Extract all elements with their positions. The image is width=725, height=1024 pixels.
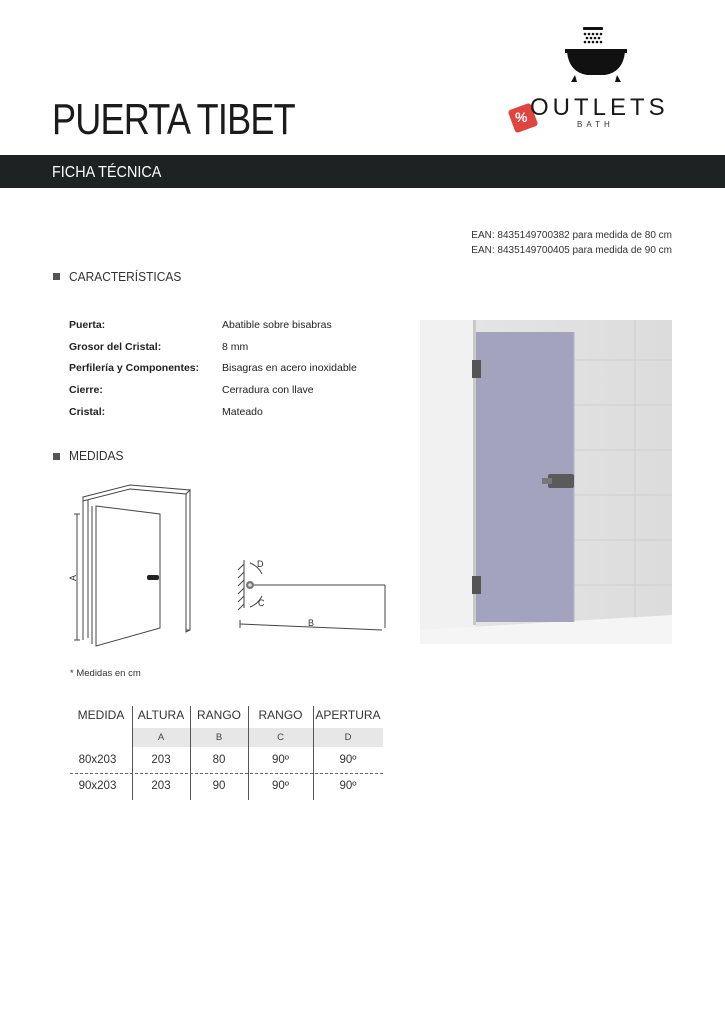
spec-label: Cierre: xyxy=(69,384,103,396)
product-photo xyxy=(420,320,672,644)
table-cell: 203 xyxy=(151,780,171,792)
table-subheader: C xyxy=(277,732,284,743)
logo-word: OUTLETS xyxy=(530,94,669,121)
table-cell: 80 xyxy=(212,754,226,766)
spec-value: 8 mm xyxy=(222,341,249,353)
door-diagram xyxy=(60,480,200,650)
table-subheader: D xyxy=(344,732,352,743)
table-header: ALTURA xyxy=(137,708,185,722)
table-cell: 90º xyxy=(272,780,289,792)
table-cell: 90º xyxy=(339,754,357,766)
table-cell: 90º xyxy=(272,754,289,766)
table-subheader: B xyxy=(215,732,223,743)
spec-value: Mateado xyxy=(222,406,263,418)
row-separator xyxy=(70,773,383,774)
table-cell: 90 xyxy=(212,780,226,792)
spec-label: Grosor del Cristal: xyxy=(69,341,162,353)
section-bullet xyxy=(53,273,60,280)
table-cell: 90º xyxy=(339,780,357,792)
measures-table xyxy=(70,704,385,804)
spec-value: Abatible sobre bisabras xyxy=(222,319,332,331)
spec-label: Cristal: xyxy=(69,406,106,418)
table-header: RANGO xyxy=(196,708,241,722)
dimension-label-a: A xyxy=(68,574,79,582)
features-title: CARACTERÍSTICAS xyxy=(69,269,182,284)
ean-80: EAN: 8435149700382 para medida de 80 cm xyxy=(471,230,672,241)
spec-label: Perfilería y Componentes: xyxy=(69,362,200,374)
table-header: APERTURA xyxy=(315,708,381,722)
spec-value: Cerradura con llave xyxy=(222,384,314,396)
page-title: PUERTA TIBET xyxy=(52,95,295,144)
table-header: RANGO xyxy=(258,708,303,722)
section-bullet xyxy=(53,453,60,460)
spec-label: Puerta: xyxy=(69,319,106,331)
table-cell: 90x203 xyxy=(78,780,117,792)
table-cell: 80x203 xyxy=(78,754,117,766)
measures-title: MEDIDAS xyxy=(69,448,124,463)
logo-subword: BATH xyxy=(577,120,614,129)
band-title: FICHA TÉCNICA xyxy=(52,164,162,181)
dimension-label-d: D xyxy=(257,559,264,569)
spec-value: Bisagras en acero inoxidable xyxy=(222,362,357,374)
table-cell: 203 xyxy=(151,754,171,766)
ean-90: EAN: 8435149700405 para medida de 90 cm xyxy=(471,245,672,256)
measures-note: * Medidas en cm xyxy=(70,668,141,679)
table-subheader: A xyxy=(157,732,165,743)
dimension-label-b: B xyxy=(308,618,315,628)
table-header: MEDIDA xyxy=(77,708,125,722)
dimension-label-c: C xyxy=(258,598,265,608)
discount-badge-text: % xyxy=(515,109,528,125)
